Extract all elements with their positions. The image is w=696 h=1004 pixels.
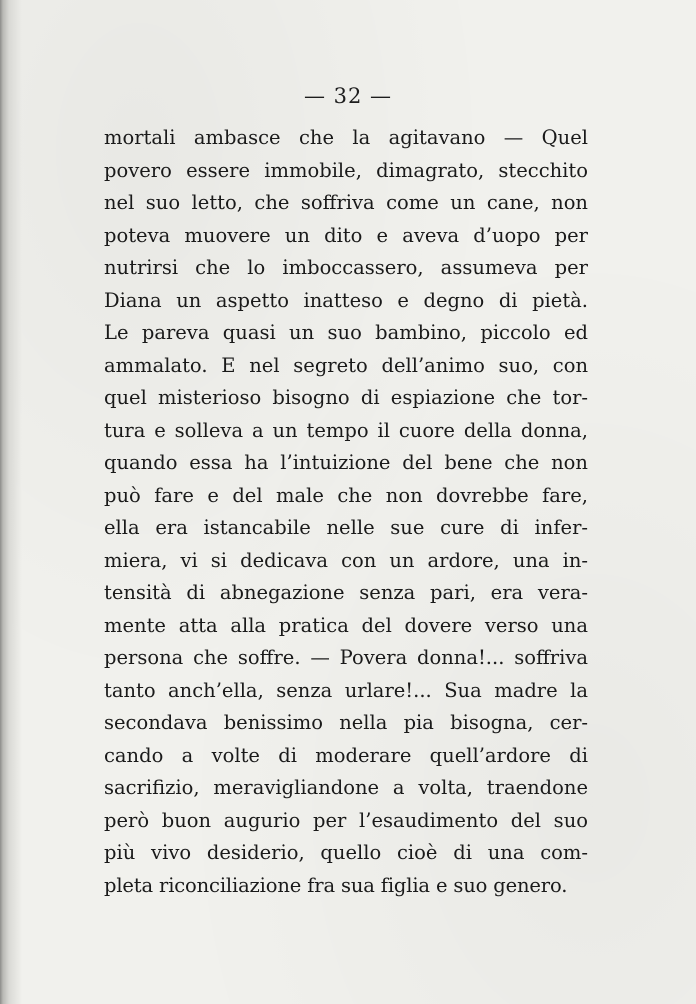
text-line: poteva muovere un dito e aveva d’uopo per	[104, 223, 588, 247]
text-line: Le pareva quasi un suo bambino, piccolo ed	[104, 321, 588, 344]
text-line: mortali ambasce che la agitavano — Quel	[104, 126, 588, 149]
text-line: può fare e del male che non dovrebbe fare,	[104, 483, 588, 507]
text-line: cando a volte di moderare quell’ardore di	[104, 743, 588, 767]
body-text	[104, 122, 588, 902]
text-line: quel misterioso bisogno di espiazione che tor-	[104, 386, 588, 409]
text-line: tanto anch’ella, senza urlare!... Sua madre la	[104, 678, 588, 702]
text-line: ammalato. E nel segreto dell’animo suo, con	[104, 353, 588, 377]
text-line: tura e solleva a un tempo il cuore della donna,	[104, 418, 588, 442]
text-line: secondava benissimo nella pia bisogna, cer-	[104, 711, 588, 734]
text-line: però buon augurio per l’esaudimento del suo	[104, 808, 588, 832]
text-line: sacrifizio, meravigliandone a volta, traendone	[104, 776, 588, 799]
text-line: nel suo letto, che soffriva come un cane, non	[104, 191, 588, 214]
page-number: — 32 —	[303, 84, 393, 108]
text-line: più vivo desiderio, quello cioè di una com-	[104, 841, 588, 864]
text-line: povero essere immobile, dimagrato, stecchito	[104, 158, 588, 182]
text-line: Diana un aspetto inatteso e degno di pietà.	[104, 288, 588, 312]
text-line: tensità di abnegazione senza pari, era vera-	[104, 581, 588, 604]
text-line: pleta riconciliazione fra sua figlia e suo genero.	[104, 873, 568, 897]
text-line: quando essa ha l’intuizione del bene che non	[104, 451, 588, 474]
text-line: persona che soffre. — Povera donna!... soffriva	[104, 646, 588, 669]
text-line: ella era istancabile nelle sue cure di infer-	[104, 516, 588, 539]
text-line: nutrirsi che lo imboccassero, assumeva per	[104, 256, 588, 279]
text-line: miera, vi si dedicava con un ardore, una in-	[104, 548, 588, 572]
text-line: mente atta alla pratica del dovere verso una	[104, 613, 588, 637]
page-binding-shadow	[0, 0, 22, 1004]
